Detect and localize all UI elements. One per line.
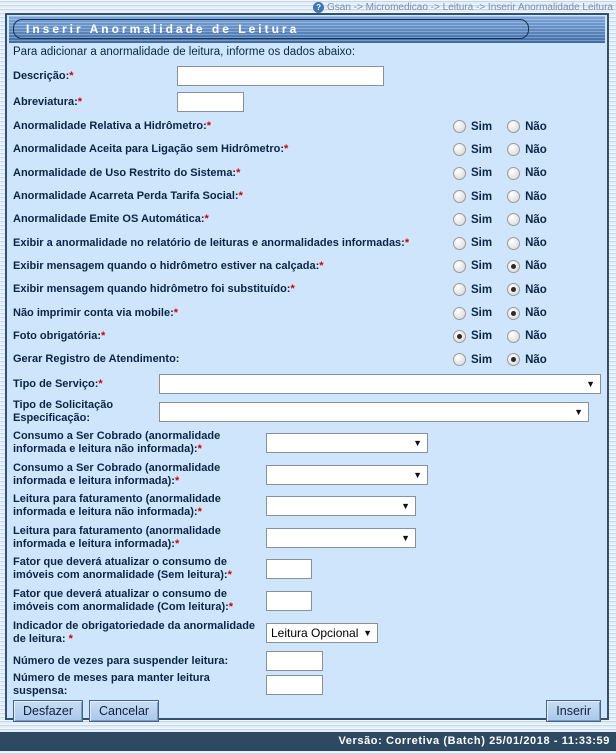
abreviatura-input[interactable] (177, 92, 244, 112)
tipo-servico-label (13, 378, 159, 391)
radio-nao[interactable] (507, 213, 520, 226)
row-consumo-informada (13, 459, 601, 491)
radio-nao-label: Não (525, 143, 547, 156)
row-fator-sem-leitura (13, 553, 601, 585)
consumo-informada-select[interactable] (266, 465, 428, 485)
row-anormalidade-aceita-ligacao (13, 138, 601, 161)
radio-group (453, 190, 601, 203)
chevron-down-icon: ▼ (401, 501, 410, 512)
cancelar-button[interactable]: Cancelar (89, 700, 159, 722)
required-marker: * (227, 569, 232, 582)
row-tipo-solicitacao (13, 397, 601, 427)
label-text: Foto obrigatória: (13, 329, 101, 342)
leitura-nao-informada-label (13, 493, 266, 519)
row-exibir-mensagem-calcada (13, 255, 601, 278)
row-exibir-anormalidade-relatorio (13, 231, 601, 254)
radio-sim[interactable] (453, 307, 466, 320)
radio-sim-label: Sim (471, 283, 493, 296)
row-anormalidade-perda-tarifa (13, 185, 601, 208)
radio-group (453, 143, 601, 156)
radio-nao-label: Não (525, 307, 547, 320)
radio-sim[interactable] (453, 330, 466, 343)
required-marker: * (69, 69, 74, 82)
required-marker: * (197, 443, 202, 456)
numero-vezes-label (13, 655, 266, 668)
radio-sim-label: Sim (471, 190, 493, 203)
radio-group (453, 120, 601, 133)
radio-nao-label: Não (525, 353, 547, 366)
row-label (13, 283, 453, 296)
required-marker: * (77, 95, 83, 108)
radio-nao-label: Não (525, 283, 547, 296)
label-text: Exibir mensagem quando hidrômetro foi substituído: (13, 283, 291, 296)
abreviatura-label (13, 96, 177, 109)
radio-group (453, 260, 601, 273)
radio-sim-label: Sim (471, 260, 493, 273)
label-text: Fator que deverá atualizar o consumo de imóveis com anormalidade (Com leitura): (13, 587, 229, 613)
radio-nao-label: Não (525, 190, 547, 203)
label-text: Exibir a anormalidade no relatório de leituras e anormalidades informadas: (13, 236, 405, 249)
consumo-informada-label (13, 462, 266, 488)
required-marker: * (68, 632, 73, 645)
radio-group (453, 353, 601, 366)
label-text: Não imprimir conta via mobile: (13, 306, 174, 319)
chevron-down-icon: ▼ (413, 469, 422, 480)
row-label (13, 330, 453, 343)
row-tipo-servico (13, 371, 601, 397)
fator-sem-leitura-input[interactable] (266, 559, 312, 579)
radio-nao[interactable] (507, 260, 520, 273)
version-text: Versão: Corretiva (Batch) 25/01/2018 - 11:33:59 (338, 735, 610, 747)
consumo-nao-informada-select[interactable] (266, 433, 428, 453)
radio-nao-label: Não (525, 120, 547, 133)
required-marker: * (173, 306, 179, 319)
row-nao-imprimir-conta-mobile (13, 301, 601, 324)
radio-sim-label: Sim (471, 167, 493, 180)
breadcrumb-text[interactable]: Gsan -> Micromedicao -> Leitura -> Inserir Anormalidade Leitura (327, 1, 613, 13)
row-label (13, 237, 453, 250)
row-numero-vezes (13, 649, 601, 673)
label-text: Exibir mensagem quando o hidrômetro estiver na calçada: (13, 259, 320, 272)
radio-sim-label: Sim (471, 143, 493, 156)
radio-group (453, 237, 601, 250)
radio-group (453, 213, 601, 226)
required-marker: * (290, 283, 295, 296)
radio-nao-label: Não (525, 167, 547, 180)
row-descricao (13, 63, 601, 89)
required-marker: * (204, 213, 209, 226)
label-text: Abreviatura: (13, 95, 78, 108)
row-exibir-mensagem-substituido (13, 278, 601, 301)
radio-sim[interactable] (453, 167, 466, 180)
chevron-down-icon: ▼ (574, 407, 583, 418)
indicador-obrigatoriedade-select[interactable] (266, 623, 378, 643)
label-text: Tipo de Serviço: (13, 377, 99, 390)
fator-com-leitura-label (13, 588, 266, 614)
radio-nao-label: Não (525, 330, 547, 343)
radio-nao[interactable] (507, 167, 520, 180)
required-marker: * (197, 506, 202, 519)
label-text: Anormalidade Aceita para Ligação sem Hidrômetro: (13, 143, 284, 156)
row-label (13, 167, 453, 180)
radio-sim-label: Sim (471, 120, 493, 133)
radio-nao-label: Não (525, 237, 547, 250)
row-fator-com-leitura (13, 585, 601, 617)
row-label (13, 190, 453, 203)
label-text: Fator que deverá atualizar o consumo de imóveis com anormalidade (Sem leitura): (13, 556, 228, 582)
required-marker: * (236, 166, 241, 179)
label-text: Gerar Registro de Atendimento: (13, 353, 180, 366)
chevron-down-icon: ▼ (413, 438, 422, 449)
required-marker: * (319, 259, 324, 272)
radio-nao[interactable] (507, 307, 520, 320)
row-leitura-informada (13, 522, 601, 554)
radio-nao[interactable] (507, 237, 520, 250)
label-text: Anormalidade Emite OS Automática: (13, 213, 205, 226)
radio-group (453, 307, 601, 320)
radio-sim[interactable] (453, 260, 466, 273)
radio-sim-label: Sim (471, 237, 493, 250)
row-gerar-registro-atendimento (13, 348, 601, 371)
chevron-down-icon: ▼ (401, 532, 410, 543)
required-marker: * (238, 190, 243, 203)
radio-sim[interactable] (453, 283, 466, 296)
label-text: Número de vezes para suspender leitura: (13, 654, 229, 667)
radio-sim-label: Sim (471, 330, 493, 343)
descricao-label (13, 70, 177, 83)
row-consumo-nao-informada (13, 427, 601, 459)
radio-sim[interactable] (453, 237, 466, 250)
radio-sim-label: Sim (471, 353, 493, 366)
radio-nao[interactable] (507, 353, 520, 366)
version-footer (0, 732, 616, 751)
row-abreviatura (13, 89, 601, 115)
row-indicador-obrigatoriedade (13, 616, 601, 649)
buttons-row (13, 699, 601, 722)
radio-nao[interactable] (507, 120, 520, 133)
label-text: Leitura para faturamento (anormalidade informada e leitura informada): (13, 524, 221, 550)
numero-vezes-input[interactable] (266, 651, 323, 671)
tipo-solicitacao-label (13, 399, 159, 425)
radio-sim-label: Sim (471, 213, 493, 226)
required-marker: * (404, 236, 410, 249)
consumo-nao-informada-label (13, 430, 266, 456)
required-marker: * (174, 537, 180, 550)
radio-nao[interactable] (507, 143, 520, 156)
leitura-nao-informada-select[interactable] (266, 496, 416, 516)
radio-sim[interactable] (453, 120, 466, 133)
radio-nao[interactable] (507, 330, 520, 343)
radio-group (453, 283, 601, 296)
row-anormalidade-relativa-hidrometro (13, 115, 601, 138)
chevron-down-icon: ▼ (363, 627, 372, 638)
required-marker: * (228, 600, 234, 613)
row-label (13, 307, 453, 320)
numero-meses-input[interactable] (266, 675, 323, 695)
desfazer-button[interactable]: Desfazer (13, 700, 83, 722)
tipo-servico-select[interactable] (159, 374, 601, 394)
fator-sem-leitura-label (13, 556, 266, 582)
row-leitura-nao-informada (13, 490, 601, 522)
indicador-obrigatoriedade-label (13, 620, 266, 646)
inserir-button[interactable]: Inserir (546, 700, 601, 722)
form-content (7, 63, 607, 722)
required-marker: * (98, 377, 103, 390)
label-text: Descrição: (13, 69, 70, 82)
required-marker: * (174, 474, 180, 487)
required-marker: * (101, 329, 106, 342)
leitura-informada-select[interactable] (266, 528, 416, 548)
row-foto-obrigatoria (13, 325, 601, 348)
row-label (13, 260, 453, 273)
row-label (13, 353, 453, 366)
help-icon[interactable]: ? (313, 2, 324, 13)
breadcrumb (313, 1, 613, 13)
radio-nao[interactable] (507, 190, 520, 203)
label-text: Anormalidade Acarreta Perda Tarifa Social: (13, 190, 239, 203)
label-text: Anormalidade Relativa a Hidrômetro: (13, 120, 207, 133)
radio-nao-label: Não (525, 213, 547, 226)
required-marker: * (284, 143, 289, 156)
instruction-text: Para adicionar a anormalidade de leitura, informe os dados abaixo: (13, 46, 356, 58)
label-text: Consumo a Ser Cobrado (anormalidade informada e leitura informada): (13, 461, 221, 487)
radio-sim[interactable] (453, 190, 466, 203)
label-text: Anormalidade de Uso Restrito do Sistema: (13, 166, 237, 179)
radio-sim-label: Sim (471, 307, 493, 320)
required-marker: * (206, 120, 212, 133)
titlebar (9, 16, 605, 43)
label-text: Consumo a Ser Cobrado (anormalidade informada e leitura não informada): (13, 430, 221, 456)
select-value: Leitura Opcional (271, 625, 359, 640)
numero-meses-label (13, 672, 266, 698)
radio-nao-label: Não (525, 260, 547, 273)
fator-com-leitura-input[interactable] (266, 591, 312, 611)
label-text: Número de meses para manter leitura suspensa: (13, 672, 210, 698)
row-anormalidade-uso-restrito (13, 162, 601, 185)
radio-nao[interactable] (507, 283, 520, 296)
form-panel (5, 13, 609, 720)
page-title: Inserir Anormalidade de Leitura (26, 22, 300, 36)
label-text: Indicador de obrigatoriedade da anormalidade de leitura: (13, 619, 256, 645)
row-anormalidade-emite-os (13, 208, 601, 231)
leitura-informada-label (13, 525, 266, 551)
radio-sim[interactable] (453, 353, 466, 366)
radio-sim[interactable] (453, 143, 466, 156)
radio-group (453, 330, 601, 343)
row-label (13, 213, 453, 226)
row-label (13, 143, 453, 156)
row-label (13, 120, 453, 133)
chevron-down-icon: ▼ (586, 379, 595, 390)
radio-sim[interactable] (453, 213, 466, 226)
row-numero-meses (13, 673, 601, 697)
tipo-solicitacao-select[interactable] (159, 402, 589, 422)
descricao-input[interactable] (177, 66, 384, 86)
label-text: Tipo de Solicitação Especificação: (13, 399, 114, 425)
radio-group (453, 167, 601, 180)
label-text: Leitura para faturamento (anormalidade informada e leitura não informada): (13, 493, 221, 519)
